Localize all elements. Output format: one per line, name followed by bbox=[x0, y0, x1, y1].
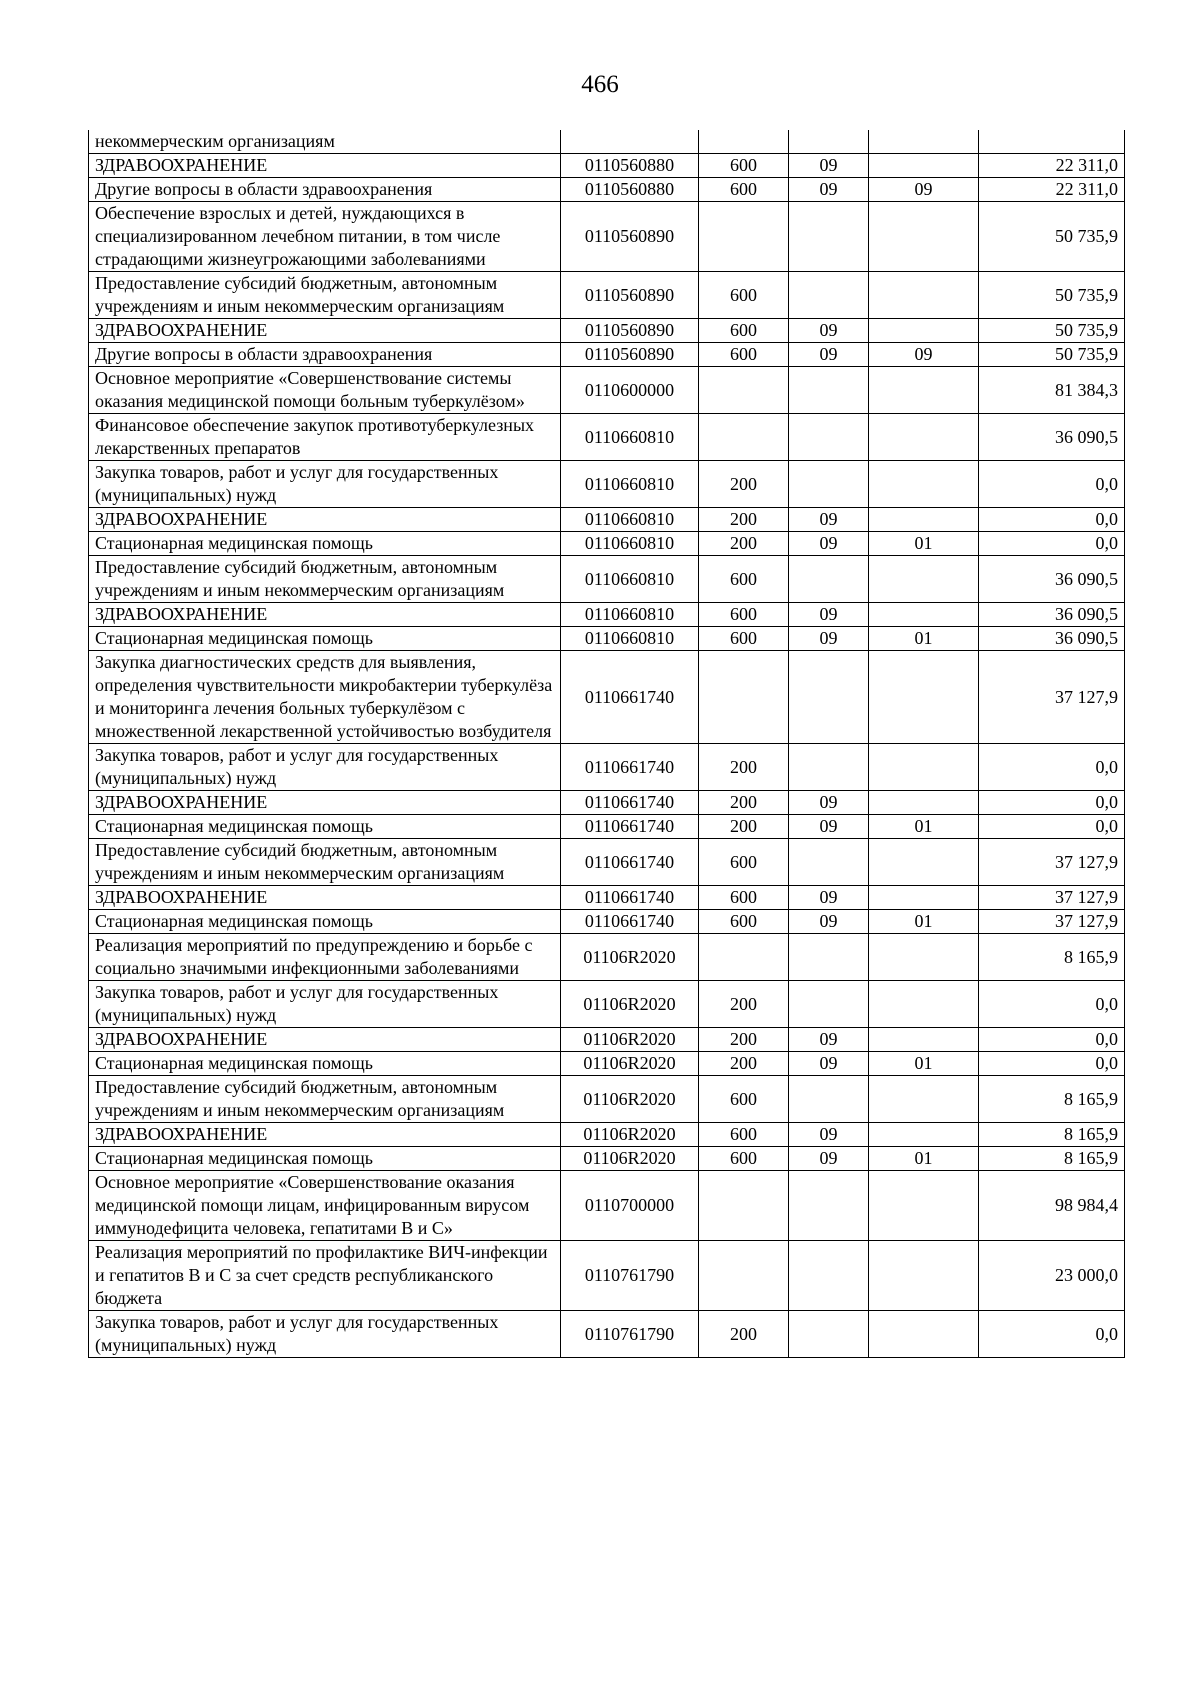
row-expense-type: 200 bbox=[699, 1311, 789, 1358]
row-expense-type: 600 bbox=[699, 272, 789, 319]
row-target-code: 0110761790 bbox=[561, 1311, 699, 1358]
row-amount: 23 000,0 bbox=[979, 1241, 1125, 1311]
row-amount: 8 165,9 bbox=[979, 1123, 1125, 1147]
row-section bbox=[789, 1311, 869, 1358]
row-amount: 50 735,9 bbox=[979, 343, 1125, 367]
row-expense-type: 600 bbox=[699, 319, 789, 343]
row-target-code: 0110560890 bbox=[561, 202, 699, 272]
table-row bbox=[89, 1171, 1125, 1241]
row-name: Закупка товаров, работ и услуг для государственных (муниципальных) нужд bbox=[89, 744, 561, 791]
table-row bbox=[89, 343, 1125, 367]
row-amount: 37 127,9 bbox=[979, 910, 1125, 934]
row-name: Стационарная медицинская помощь bbox=[89, 627, 561, 651]
row-expense-type bbox=[699, 1241, 789, 1311]
row-expense-type: 600 bbox=[699, 1147, 789, 1171]
row-target-code: 01106R2020 bbox=[561, 1147, 699, 1171]
row-section bbox=[789, 1171, 869, 1241]
row-expense-type bbox=[699, 934, 789, 981]
row-amount: 0,0 bbox=[979, 1028, 1125, 1052]
table-row bbox=[89, 1311, 1125, 1358]
row-subsection bbox=[869, 154, 979, 178]
row-amount: 36 090,5 bbox=[979, 603, 1125, 627]
table-row bbox=[89, 815, 1125, 839]
row-amount: 81 384,3 bbox=[979, 367, 1125, 414]
row-amount: 0,0 bbox=[979, 744, 1125, 791]
row-expense-type bbox=[699, 651, 789, 744]
row-subsection bbox=[869, 556, 979, 603]
row-target-code: 01106R2020 bbox=[561, 981, 699, 1028]
row-name: ЗДРАВООХРАНЕНИЕ bbox=[89, 1123, 561, 1147]
row-target-code: 0110660810 bbox=[561, 461, 699, 508]
row-section bbox=[789, 839, 869, 886]
row-target-code: 01106R2020 bbox=[561, 1028, 699, 1052]
row-subsection bbox=[869, 791, 979, 815]
row-section bbox=[789, 272, 869, 319]
row-subsection: 09 bbox=[869, 343, 979, 367]
row-section: 09 bbox=[789, 886, 869, 910]
row-amount: 37 127,9 bbox=[979, 886, 1125, 910]
row-subsection: 01 bbox=[869, 1052, 979, 1076]
row-target-code: 0110660810 bbox=[561, 603, 699, 627]
row-name: Обеспечение взрослых и детей, нуждающихся в специализированном лечебном питании, в том числе страдающими жизнеугрожающими заболеваниями bbox=[89, 202, 561, 272]
row-name: Предоставление субсидий бюджетным, автономным учреждениям и иным некоммерческим организациям bbox=[89, 272, 561, 319]
row-name: Стационарная медицинская помощь bbox=[89, 910, 561, 934]
row-target-code: 0110560890 bbox=[561, 343, 699, 367]
table-row bbox=[89, 130, 1125, 154]
row-subsection bbox=[869, 744, 979, 791]
row-section bbox=[789, 981, 869, 1028]
row-expense-type bbox=[699, 1171, 789, 1241]
row-subsection bbox=[869, 934, 979, 981]
row-subsection bbox=[869, 202, 979, 272]
row-expense-type: 600 bbox=[699, 178, 789, 202]
row-target-code: 01106R2020 bbox=[561, 1052, 699, 1076]
row-name: Другие вопросы в области здравоохранения bbox=[89, 343, 561, 367]
row-section: 09 bbox=[789, 343, 869, 367]
row-section bbox=[789, 461, 869, 508]
budget-table bbox=[88, 130, 1125, 1358]
table-row bbox=[89, 910, 1125, 934]
row-target-code: 0110661740 bbox=[561, 791, 699, 815]
row-amount: 37 127,9 bbox=[979, 651, 1125, 744]
row-amount bbox=[979, 130, 1125, 154]
row-subsection bbox=[869, 272, 979, 319]
table-row bbox=[89, 154, 1125, 178]
row-section: 09 bbox=[789, 1052, 869, 1076]
table-row bbox=[89, 532, 1125, 556]
row-target-code: 0110661740 bbox=[561, 815, 699, 839]
row-section bbox=[789, 744, 869, 791]
row-subsection bbox=[869, 981, 979, 1028]
row-target-code: 0110560880 bbox=[561, 154, 699, 178]
table-row bbox=[89, 319, 1125, 343]
row-name: Реализация мероприятий по профилактике ВИЧ-инфекции и гепатитов B и C за счет средств республиканского бюджета bbox=[89, 1241, 561, 1311]
row-subsection bbox=[869, 1076, 979, 1123]
row-subsection bbox=[869, 839, 979, 886]
row-name: ЗДРАВООХРАНЕНИЕ bbox=[89, 508, 561, 532]
row-section bbox=[789, 414, 869, 461]
row-target-code bbox=[561, 130, 699, 154]
row-target-code: 0110560880 bbox=[561, 178, 699, 202]
table-row bbox=[89, 272, 1125, 319]
row-section bbox=[789, 1076, 869, 1123]
row-subsection bbox=[869, 1171, 979, 1241]
row-target-code: 0110660810 bbox=[561, 414, 699, 461]
row-expense-type: 600 bbox=[699, 910, 789, 934]
row-expense-type: 600 bbox=[699, 1123, 789, 1147]
row-amount: 36 090,5 bbox=[979, 556, 1125, 603]
row-name: Предоставление субсидий бюджетным, автономным учреждениям и иным некоммерческим организациям bbox=[89, 1076, 561, 1123]
row-section: 09 bbox=[789, 627, 869, 651]
page-number: 466 bbox=[581, 71, 619, 98]
row-target-code: 0110661740 bbox=[561, 910, 699, 934]
row-name: Финансовое обеспечение закупок противотуберкулезных лекарственных препаратов bbox=[89, 414, 561, 461]
row-expense-type: 200 bbox=[699, 1052, 789, 1076]
row-target-code: 0110660810 bbox=[561, 627, 699, 651]
row-target-code: 0110660810 bbox=[561, 508, 699, 532]
row-amount: 8 165,9 bbox=[979, 934, 1125, 981]
row-section: 09 bbox=[789, 178, 869, 202]
row-section: 09 bbox=[789, 1147, 869, 1171]
row-subsection bbox=[869, 886, 979, 910]
row-name: некоммерческим организациям bbox=[89, 130, 561, 154]
table-row bbox=[89, 651, 1125, 744]
row-target-code: 01106R2020 bbox=[561, 934, 699, 981]
row-subsection bbox=[869, 1311, 979, 1358]
row-subsection bbox=[869, 461, 979, 508]
row-amount: 0,0 bbox=[979, 1052, 1125, 1076]
row-name: Основное мероприятие «Совершенствование оказания медицинской помощи лицам, инфицированным вирусом иммунодефицита человека, гепатитами B и C» bbox=[89, 1171, 561, 1241]
row-name: ЗДРАВООХРАНЕНИЕ bbox=[89, 154, 561, 178]
row-amount: 36 090,5 bbox=[979, 414, 1125, 461]
table-row bbox=[89, 1076, 1125, 1123]
row-expense-type: 600 bbox=[699, 154, 789, 178]
row-expense-type: 600 bbox=[699, 886, 789, 910]
row-section bbox=[789, 130, 869, 154]
row-expense-type bbox=[699, 414, 789, 461]
row-target-code: 0110660810 bbox=[561, 556, 699, 603]
row-section bbox=[789, 934, 869, 981]
row-amount: 0,0 bbox=[979, 461, 1125, 508]
row-amount: 0,0 bbox=[979, 981, 1125, 1028]
row-subsection bbox=[869, 508, 979, 532]
row-section bbox=[789, 1241, 869, 1311]
row-name: ЗДРАВООХРАНЕНИЕ bbox=[89, 791, 561, 815]
table-row bbox=[89, 981, 1125, 1028]
row-section: 09 bbox=[789, 603, 869, 627]
table-row bbox=[89, 1147, 1125, 1171]
row-target-code: 0110661740 bbox=[561, 744, 699, 791]
table-row bbox=[89, 178, 1125, 202]
row-amount: 50 735,9 bbox=[979, 272, 1125, 319]
row-target-code: 0110560890 bbox=[561, 319, 699, 343]
row-amount: 50 735,9 bbox=[979, 202, 1125, 272]
table-row bbox=[89, 603, 1125, 627]
row-subsection bbox=[869, 1241, 979, 1311]
row-name: Стационарная медицинская помощь bbox=[89, 532, 561, 556]
budget-table-body bbox=[89, 130, 1125, 1358]
table-row bbox=[89, 414, 1125, 461]
row-name: Стационарная медицинская помощь bbox=[89, 1147, 561, 1171]
table-row bbox=[89, 1241, 1125, 1311]
row-subsection: 01 bbox=[869, 815, 979, 839]
row-subsection: 09 bbox=[869, 178, 979, 202]
row-section: 09 bbox=[789, 815, 869, 839]
row-target-code: 01106R2020 bbox=[561, 1123, 699, 1147]
row-name: ЗДРАВООХРАНЕНИЕ bbox=[89, 319, 561, 343]
row-amount: 0,0 bbox=[979, 532, 1125, 556]
row-subsection bbox=[869, 367, 979, 414]
row-expense-type: 600 bbox=[699, 1076, 789, 1123]
row-target-code: 0110700000 bbox=[561, 1171, 699, 1241]
row-target-code: 0110560890 bbox=[561, 272, 699, 319]
row-expense-type: 600 bbox=[699, 627, 789, 651]
row-target-code: 0110761790 bbox=[561, 1241, 699, 1311]
row-subsection: 01 bbox=[869, 1147, 979, 1171]
row-subsection: 01 bbox=[869, 627, 979, 651]
row-name: Реализация мероприятий по предупреждению и борьбе с социально значимыми инфекционными заболеваниями bbox=[89, 934, 561, 981]
row-expense-type: 200 bbox=[699, 461, 789, 508]
row-expense-type: 200 bbox=[699, 508, 789, 532]
row-subsection bbox=[869, 319, 979, 343]
row-expense-type: 600 bbox=[699, 603, 789, 627]
row-amount: 8 165,9 bbox=[979, 1076, 1125, 1123]
row-expense-type: 200 bbox=[699, 532, 789, 556]
row-amount: 0,0 bbox=[979, 791, 1125, 815]
row-name: Закупка товаров, работ и услуг для государственных (муниципальных) нужд bbox=[89, 1311, 561, 1358]
table-row bbox=[89, 744, 1125, 791]
row-expense-type: 600 bbox=[699, 556, 789, 603]
row-target-code: 0110600000 bbox=[561, 367, 699, 414]
row-subsection: 01 bbox=[869, 532, 979, 556]
row-section: 09 bbox=[789, 910, 869, 934]
row-section: 09 bbox=[789, 791, 869, 815]
row-amount: 0,0 bbox=[979, 1311, 1125, 1358]
row-target-code: 0110661740 bbox=[561, 651, 699, 744]
table-row bbox=[89, 934, 1125, 981]
row-name: ЗДРАВООХРАНЕНИЕ bbox=[89, 603, 561, 627]
table-row bbox=[89, 202, 1125, 272]
row-target-code: 0110661740 bbox=[561, 839, 699, 886]
row-section bbox=[789, 651, 869, 744]
row-target-code: 0110661740 bbox=[561, 886, 699, 910]
row-name: Стационарная медицинская помощь bbox=[89, 1052, 561, 1076]
row-name: Предоставление субсидий бюджетным, автономным учреждениям и иным некоммерческим организациям bbox=[89, 839, 561, 886]
table-row bbox=[89, 556, 1125, 603]
row-section bbox=[789, 202, 869, 272]
table-row bbox=[89, 1123, 1125, 1147]
row-expense-type: 200 bbox=[699, 981, 789, 1028]
row-amount: 8 165,9 bbox=[979, 1147, 1125, 1171]
row-name: Закупка диагностических средств для выявления, определения чувствительности микробактерии туберкулёза и мониторинга лечения больных туберкулёзом с множественной лекарственной устойчивостью возбудителя bbox=[89, 651, 561, 744]
table-row bbox=[89, 1052, 1125, 1076]
row-subsection bbox=[869, 130, 979, 154]
row-section bbox=[789, 556, 869, 603]
row-amount: 22 311,0 bbox=[979, 178, 1125, 202]
row-expense-type: 200 bbox=[699, 744, 789, 791]
row-subsection bbox=[869, 1123, 979, 1147]
row-name: ЗДРАВООХРАНЕНИЕ bbox=[89, 886, 561, 910]
row-name: Закупка товаров, работ и услуг для государственных (муниципальных) нужд bbox=[89, 981, 561, 1028]
row-expense-type bbox=[699, 367, 789, 414]
row-expense-type: 600 bbox=[699, 343, 789, 367]
row-target-code: 01106R2020 bbox=[561, 1076, 699, 1123]
row-subsection: 01 bbox=[869, 910, 979, 934]
row-amount: 0,0 bbox=[979, 508, 1125, 532]
row-subsection bbox=[869, 651, 979, 744]
row-name: Основное мероприятие «Совершенствование системы оказания медицинской помощи больным туберкулёзом» bbox=[89, 367, 561, 414]
row-expense-type: 200 bbox=[699, 791, 789, 815]
table-row bbox=[89, 839, 1125, 886]
row-subsection bbox=[869, 1028, 979, 1052]
row-amount: 36 090,5 bbox=[979, 627, 1125, 651]
row-name: ЗДРАВООХРАНЕНИЕ bbox=[89, 1028, 561, 1052]
row-expense-type bbox=[699, 130, 789, 154]
row-section: 09 bbox=[789, 1123, 869, 1147]
table-row bbox=[89, 1028, 1125, 1052]
table-row bbox=[89, 461, 1125, 508]
row-section: 09 bbox=[789, 532, 869, 556]
row-expense-type: 200 bbox=[699, 1028, 789, 1052]
row-name: Закупка товаров, работ и услуг для государственных (муниципальных) нужд bbox=[89, 461, 561, 508]
row-section bbox=[789, 367, 869, 414]
row-amount: 37 127,9 bbox=[979, 839, 1125, 886]
row-section: 09 bbox=[789, 1028, 869, 1052]
row-amount: 98 984,4 bbox=[979, 1171, 1125, 1241]
row-section: 09 bbox=[789, 319, 869, 343]
row-expense-type bbox=[699, 202, 789, 272]
table-row bbox=[89, 508, 1125, 532]
row-name: Предоставление субсидий бюджетным, автономным учреждениям и иным некоммерческим организациям bbox=[89, 556, 561, 603]
table-row bbox=[89, 791, 1125, 815]
table-row bbox=[89, 627, 1125, 651]
row-expense-type: 600 bbox=[699, 839, 789, 886]
row-subsection bbox=[869, 414, 979, 461]
row-name: Другие вопросы в области здравоохранения bbox=[89, 178, 561, 202]
row-name: Стационарная медицинская помощь bbox=[89, 815, 561, 839]
row-subsection bbox=[869, 603, 979, 627]
table-row bbox=[89, 886, 1125, 910]
row-amount: 22 311,0 bbox=[979, 154, 1125, 178]
row-expense-type: 200 bbox=[699, 815, 789, 839]
row-amount: 50 735,9 bbox=[979, 319, 1125, 343]
row-amount: 0,0 bbox=[979, 815, 1125, 839]
row-target-code: 0110660810 bbox=[561, 532, 699, 556]
row-section: 09 bbox=[789, 154, 869, 178]
table-row bbox=[89, 367, 1125, 414]
row-section: 09 bbox=[789, 508, 869, 532]
